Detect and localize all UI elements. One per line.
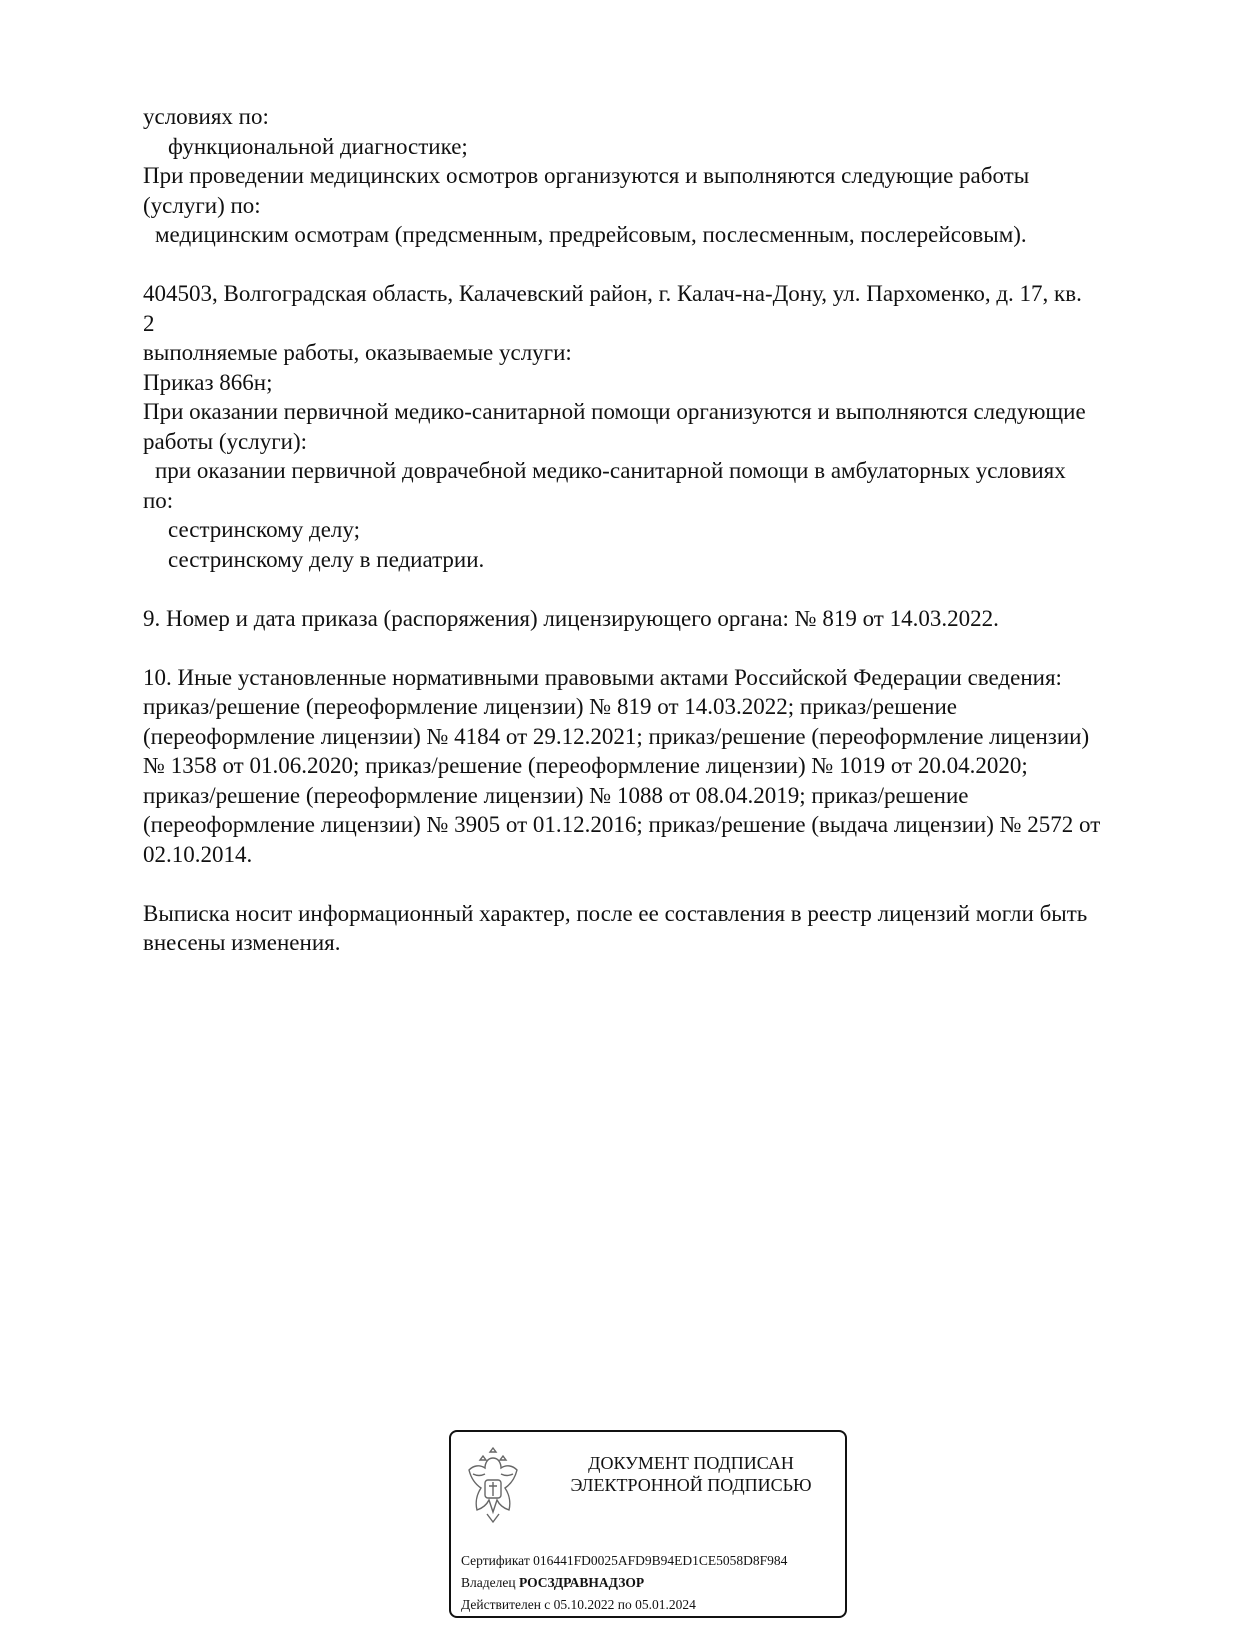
text-line: выполняемые работы, оказываемые услуги: <box>143 340 572 365</box>
text-line: При оказании первичной медико-санитарной помощи организуются и выполняются следующие <box>143 399 1086 424</box>
text-line: по: <box>143 487 174 513</box>
electronic-signature-stamp <box>449 1430 847 1618</box>
text-line: приказ/решение (переоформление лицензии) № 819 от 14.03.2022; приказ/решение <box>143 694 957 719</box>
text-line: при оказании первичной доврачебной медико-санитарной помощи в амбулаторных условиях <box>155 458 1066 483</box>
text-line: медицинским осмотрам (предсменным, предрейсовым, послесменным, послерейсовым). <box>155 222 1027 247</box>
text-line: внесены изменения. <box>143 930 341 955</box>
text-line: условиях по: <box>143 104 269 129</box>
text-line: (услуги) по: <box>143 192 261 218</box>
text-line: Выписка носит информационный характер, после ее составления в реестр лицензий могли быть <box>143 900 1088 926</box>
owner-row <box>461 1572 787 1594</box>
certificate-value: 016441FD0025AFD9B94ED1CE5058D8F984 <box>533 1553 788 1568</box>
text-line: сестринскому делу; <box>168 517 360 542</box>
text-line: функциональной диагностике; <box>168 133 468 159</box>
certificate-row <box>461 1550 787 1572</box>
document-body <box>143 102 1163 958</box>
text-line: работы (услуги): <box>143 428 307 454</box>
text-line: 10. Иные установленные нормативными правовыми актами Российской Федерации сведения: <box>143 664 1062 690</box>
paragraph-gap <box>143 633 1163 663</box>
text-line: 404503, Волгоградская область, Калачевский район, г. Калач-на-Дону, ул. Пархоменко, д. 17, кв. <box>143 281 1082 306</box>
text-line: приказ/решение (переоформление лицензии) № 1088 от 08.04.2019; приказ/решение <box>143 782 969 808</box>
text-line: (переоформление лицензии) № 4184 от 29.12.2021; приказ/решение (переоформление лицензии) <box>143 723 1090 749</box>
text-line: (переоформление лицензии) № 3905 от 01.12.2016; приказ/решение (выдача лицензии) № 2572 от <box>143 812 1101 837</box>
text-line: № 1358 от 01.06.2020; приказ/решение (переоформление лицензии) № 1019 от 20.04.2020; <box>143 753 1028 778</box>
certificate-label: Сертификат <box>461 1553 530 1568</box>
paragraph-gap <box>143 574 1163 604</box>
validity-period: Действителен с 05.10.2022 по 05.01.2024 <box>461 1597 696 1612</box>
text-line: Приказ 866н; <box>143 369 273 395</box>
stamp-title-line: ДОКУМЕНТ ПОДПИСАН <box>588 1453 794 1473</box>
paragraph-gap <box>143 250 1163 280</box>
paragraph-gap <box>143 869 1163 899</box>
owner-value: РОСЗДРАВНАДЗОР <box>518 1575 645 1590</box>
owner-label: Владелец <box>461 1575 516 1590</box>
russian-coat-of-arms-icon <box>465 1444 521 1526</box>
text-line: 9. Номер и дата приказа (распоряжения) лицензирующего органа: № 819 от 14.03.2022. <box>143 605 999 631</box>
stamp-meta <box>461 1550 787 1616</box>
text-line: При проведении медицинских осмотров организуются и выполняются следующие работы <box>143 163 1030 188</box>
text-line: 2 <box>143 310 155 336</box>
text-line: сестринскому делу в педиатрии. <box>168 546 485 572</box>
stamp-title <box>546 1452 836 1496</box>
text-line: 02.10.2014. <box>143 841 253 867</box>
stamp-title-line: ЭЛЕКТРОННОЙ ПОДПИСЬЮ <box>570 1475 812 1495</box>
